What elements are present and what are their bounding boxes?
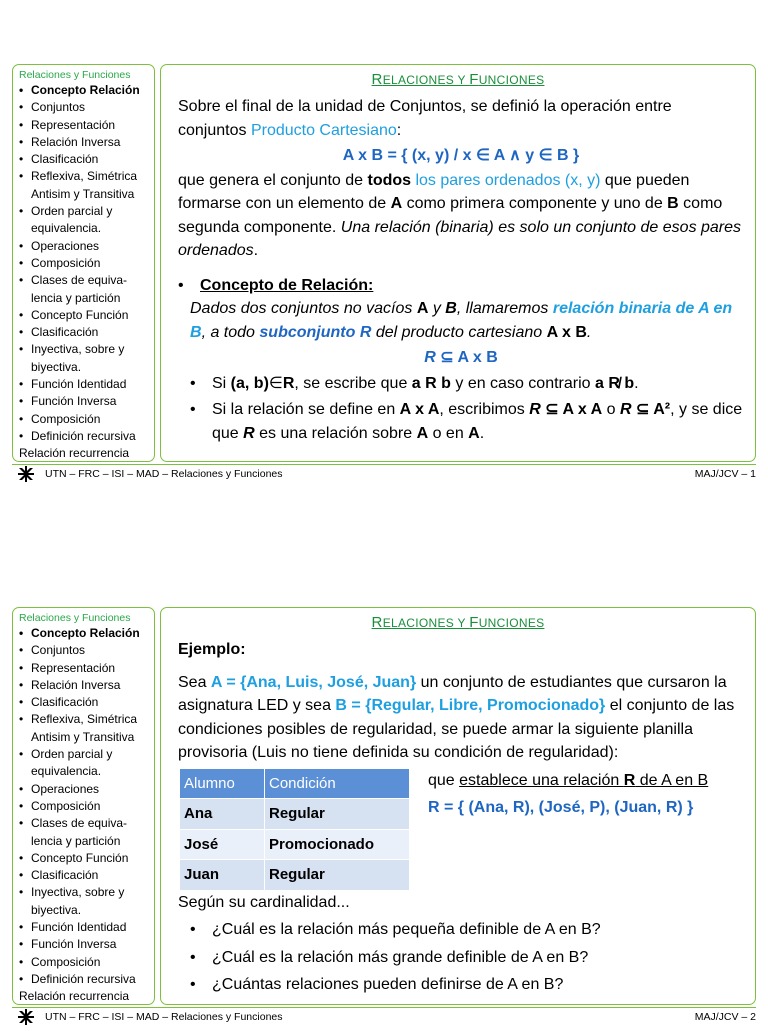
sidebar-item[interactable]: • Reflexiva, Simétrica bbox=[19, 168, 154, 185]
text: R bbox=[282, 374, 295, 392]
underlined-phrase bbox=[459, 772, 708, 789]
sidebar-item[interactable]: biyectiva. bbox=[31, 902, 82, 917]
title-part: UNCIONES bbox=[478, 616, 545, 630]
footer-page: MAJ/JCV – 1 bbox=[694, 468, 756, 480]
text: . bbox=[479, 424, 485, 442]
text: R bbox=[243, 424, 255, 442]
sidebar-title: Relaciones y Funciones bbox=[19, 69, 131, 81]
sidebar-item[interactable]: Relación recurrencia bbox=[19, 446, 130, 461]
concept-heading: Concepto de Relación: bbox=[200, 276, 374, 294]
text: todos bbox=[367, 171, 412, 189]
table-cell: José bbox=[180, 829, 265, 860]
sidebar-item[interactable]: equivalencia. bbox=[31, 764, 102, 779]
sidebar-item[interactable]: Relación recurrencia bbox=[19, 989, 130, 1004]
table-row bbox=[180, 860, 410, 891]
text: , llamaremos bbox=[456, 300, 553, 317]
text: y en caso contrario bbox=[450, 374, 595, 392]
sidebar-item[interactable]: • Representación bbox=[19, 117, 154, 134]
slide-2 bbox=[0, 599, 768, 1031]
title-part: ELACIONES Y bbox=[382, 616, 470, 630]
sidebar-item[interactable]: • Composición bbox=[19, 954, 154, 971]
text: ∈ bbox=[268, 374, 283, 392]
set-a: A = {Ana, Luis, José, Juan} bbox=[210, 673, 417, 691]
binary-relation-term: relación binaria de A en B bbox=[190, 300, 733, 341]
slide-footer bbox=[12, 464, 756, 485]
text: A x A bbox=[399, 401, 440, 418]
sidebar-item[interactable]: • Función Inversa bbox=[19, 393, 154, 410]
text: ⊆ A² bbox=[631, 401, 671, 418]
text: A bbox=[416, 300, 429, 317]
text: Sea bbox=[178, 673, 211, 691]
text: y bbox=[428, 300, 446, 317]
text: que bbox=[428, 771, 460, 789]
text: A bbox=[416, 424, 429, 442]
slide-content bbox=[160, 607, 756, 1005]
sidebar-item[interactable]: • Concepto Función bbox=[19, 307, 154, 324]
footer-course: UTN – FRC – ISI – MAD – Relaciones y Funciones bbox=[45, 468, 283, 480]
table-header-row bbox=[180, 769, 410, 799]
relation-set: R = { (Ana, R), (José, P), (Juan, R) } bbox=[428, 798, 694, 816]
text: del producto cartesiano bbox=[371, 323, 547, 341]
text: , se escribe que bbox=[294, 374, 412, 392]
table-cell: Ana bbox=[180, 799, 265, 830]
text: de A en B bbox=[635, 771, 709, 789]
footer-course: UTN – FRC – ISI – MAD – Relaciones y Funciones bbox=[45, 1011, 283, 1023]
title-part: F bbox=[469, 614, 479, 631]
slide-body bbox=[178, 95, 744, 445]
sidebar-item[interactable]: • Clasificación bbox=[19, 867, 154, 884]
pairs-paragraph bbox=[178, 169, 744, 263]
table-cell: Regular bbox=[265, 799, 410, 830]
sidebar-item[interactable]: • Inyectiva, sobre y bbox=[19, 341, 154, 358]
text: A bbox=[468, 424, 480, 442]
cartesian-formula: A x B = { (x, y) / x ∈ A ∧ y ∈ B } bbox=[342, 147, 580, 164]
sidebar-item[interactable]: • Operaciones bbox=[19, 781, 154, 798]
text: que pueden formarse con un elemento de bbox=[178, 171, 690, 212]
text: Sobre el final de la unidad de Conjuntos, se definió la operación entre conjuntos bbox=[178, 98, 672, 139]
text: Si la relación se define en bbox=[212, 401, 400, 418]
sidebar-item[interactable]: • Clases de equiva- bbox=[19, 272, 154, 289]
concept-heading-item bbox=[178, 274, 744, 298]
text: que genera el conjunto de bbox=[178, 171, 368, 189]
text: o bbox=[602, 401, 620, 418]
question-item: • ¿Cuál es la relación más pequeña definible de A en B? bbox=[190, 918, 744, 942]
subset-term: subconjunto R bbox=[259, 323, 372, 341]
slide-body bbox=[178, 638, 744, 997]
sidebar-item[interactable]: • Definición recursiva bbox=[19, 428, 154, 445]
text: , a todo bbox=[201, 323, 260, 341]
sidebar-item[interactable]: • Función Identidad bbox=[19, 376, 154, 393]
text: Una relación (binaria) es solo un conjunto de esos pares ordenados bbox=[178, 218, 742, 259]
text: ⊆ A x B bbox=[435, 349, 498, 366]
table-cell: Promocionado bbox=[265, 829, 410, 860]
sidebar-item[interactable]: • Definición recursiva bbox=[19, 971, 154, 988]
text: Si bbox=[212, 374, 231, 392]
title-part: R bbox=[371, 614, 383, 631]
text: A x B bbox=[546, 323, 587, 341]
subset-formula bbox=[178, 346, 744, 370]
sidebar-list bbox=[13, 82, 154, 462]
text: R bbox=[619, 401, 632, 418]
text: (a, b) bbox=[230, 374, 269, 392]
sidebar-item[interactable]: • Orden parcial y bbox=[19, 203, 154, 220]
title-part: ELACIONES Y bbox=[382, 73, 470, 87]
text: ⊆ A x A bbox=[540, 401, 603, 418]
sidebar-item[interactable]: • Conjuntos bbox=[19, 99, 154, 116]
text: establece una relación bbox=[459, 771, 624, 789]
sidebar-item[interactable]: • Representación bbox=[19, 660, 154, 677]
sidebar-item[interactable]: • Reflexiva, Simétrica bbox=[19, 711, 154, 728]
text: , escribimos bbox=[439, 401, 530, 418]
sidebar-item[interactable]: • Conjuntos bbox=[19, 642, 154, 659]
text: . bbox=[586, 323, 592, 341]
sidebar-nav bbox=[12, 64, 155, 462]
relation-on-a-item bbox=[190, 398, 744, 445]
sidebar-list bbox=[13, 625, 154, 1005]
sidebar-item[interactable]: Antisim y Transitiva bbox=[31, 729, 135, 744]
text: a R b bbox=[411, 374, 451, 392]
slide-title bbox=[161, 71, 755, 88]
sidebar-item[interactable]: • Clasificación bbox=[19, 324, 154, 341]
table-area bbox=[178, 769, 744, 887]
table-cell: Regular bbox=[265, 860, 410, 891]
sidebar-item[interactable]: • Concepto Relación bbox=[19, 625, 154, 642]
sidebar-item[interactable]: Antisim y Transitiva bbox=[31, 186, 135, 201]
slide-title bbox=[161, 614, 755, 631]
sidebar-item[interactable]: • Clasificación bbox=[19, 151, 154, 168]
notation-item bbox=[190, 372, 744, 396]
text: como primera componente y uno de bbox=[402, 195, 668, 212]
sidebar-item[interactable]: • Composición bbox=[19, 255, 154, 272]
sidebar-item[interactable]: • Composición bbox=[19, 411, 154, 428]
footer-page: MAJ/JCV – 2 bbox=[694, 1011, 756, 1023]
text: como segunda componente. bbox=[178, 195, 723, 236]
table-row bbox=[180, 829, 410, 860]
sidebar-item[interactable]: • Operaciones bbox=[19, 238, 154, 255]
sidebar-nav bbox=[12, 607, 155, 1005]
slide-1 bbox=[0, 56, 768, 488]
sidebar-item[interactable]: • Clases de equiva- bbox=[19, 815, 154, 832]
sidebar-item[interactable]: biyectiva. bbox=[31, 359, 82, 374]
sidebar-item[interactable]: equivalencia. bbox=[31, 221, 102, 236]
planilla-table bbox=[180, 769, 410, 891]
text: . bbox=[634, 374, 639, 392]
title-part: UNCIONES bbox=[478, 73, 545, 87]
table-row bbox=[180, 799, 410, 830]
text: el conjunto de las condiciones posibles de regularidad, se puede armar la siguiente planilla provisoria (Luis no tiene definida su condición de regularidad): bbox=[178, 697, 735, 761]
question-item: • ¿Cuántas relaciones pueden definirse de A en B? bbox=[190, 973, 744, 997]
sidebar-item[interactable]: • Clasificación bbox=[19, 694, 154, 711]
text: R bbox=[529, 401, 541, 418]
sidebar-title: Relaciones y Funciones bbox=[19, 612, 131, 624]
cardinality-text: Según su cardinalidad... bbox=[178, 893, 350, 911]
product-cartesian-term: Producto Cartesiano bbox=[250, 121, 397, 139]
sidebar-item[interactable]: • Inyectiva, sobre y bbox=[19, 884, 154, 901]
text: o en bbox=[428, 424, 469, 442]
sidebar-item[interactable]: • Función Identidad bbox=[19, 919, 154, 936]
set-b: B = {Regular, Libre, Promocionado} bbox=[335, 697, 606, 714]
title-part: F bbox=[469, 71, 479, 88]
slide-footer bbox=[12, 1007, 756, 1028]
pairs-term: los pares ordenados (x, y) bbox=[411, 171, 601, 189]
sidebar-item[interactable]: • Composición bbox=[19, 798, 154, 815]
text: : bbox=[396, 121, 402, 139]
example-paragraph bbox=[178, 671, 744, 765]
text: , y se dice que bbox=[212, 401, 743, 442]
text: A bbox=[390, 195, 403, 212]
text: B bbox=[667, 195, 679, 212]
sidebar-item[interactable]: • Orden parcial y bbox=[19, 746, 154, 763]
text: un conjunto de estudiantes que cursaron la asignatura LED y sea bbox=[178, 673, 727, 714]
text: R bbox=[424, 349, 436, 366]
text: B bbox=[445, 300, 457, 317]
text: R bbox=[623, 771, 636, 789]
example-heading: Ejemplo: bbox=[178, 641, 246, 658]
sidebar-item[interactable]: • Función Inversa bbox=[19, 936, 154, 953]
concept-definition bbox=[178, 297, 744, 344]
sidebar-item[interactable]: lencia y partición bbox=[31, 833, 121, 848]
intro-paragraph bbox=[178, 95, 744, 142]
text: a R̸ b bbox=[595, 374, 635, 392]
slide-content bbox=[160, 64, 756, 462]
column-header: Condición bbox=[265, 769, 410, 799]
relation-statement bbox=[428, 769, 708, 793]
utn-logo-icon bbox=[18, 466, 34, 482]
sidebar-item[interactable]: • Relación Inversa bbox=[19, 677, 154, 694]
text: Dados dos conjuntos no vacíos bbox=[190, 300, 417, 317]
column-header: Alumno bbox=[180, 769, 265, 799]
sidebar-item[interactable]: • Relación Inversa bbox=[19, 134, 154, 151]
sidebar-item[interactable]: • Concepto Función bbox=[19, 850, 154, 867]
sidebar-item[interactable]: • Concepto Relación bbox=[19, 82, 154, 99]
text: es una relación sobre bbox=[254, 424, 417, 442]
sidebar-item[interactable]: lencia y partición bbox=[31, 290, 121, 305]
text: . bbox=[253, 242, 259, 259]
table-cell: Juan bbox=[180, 860, 265, 891]
question-item: • ¿Cuál es la relación más grande definible de A en B? bbox=[190, 946, 744, 970]
title-part: R bbox=[371, 71, 383, 88]
utn-logo-icon bbox=[18, 1009, 34, 1025]
